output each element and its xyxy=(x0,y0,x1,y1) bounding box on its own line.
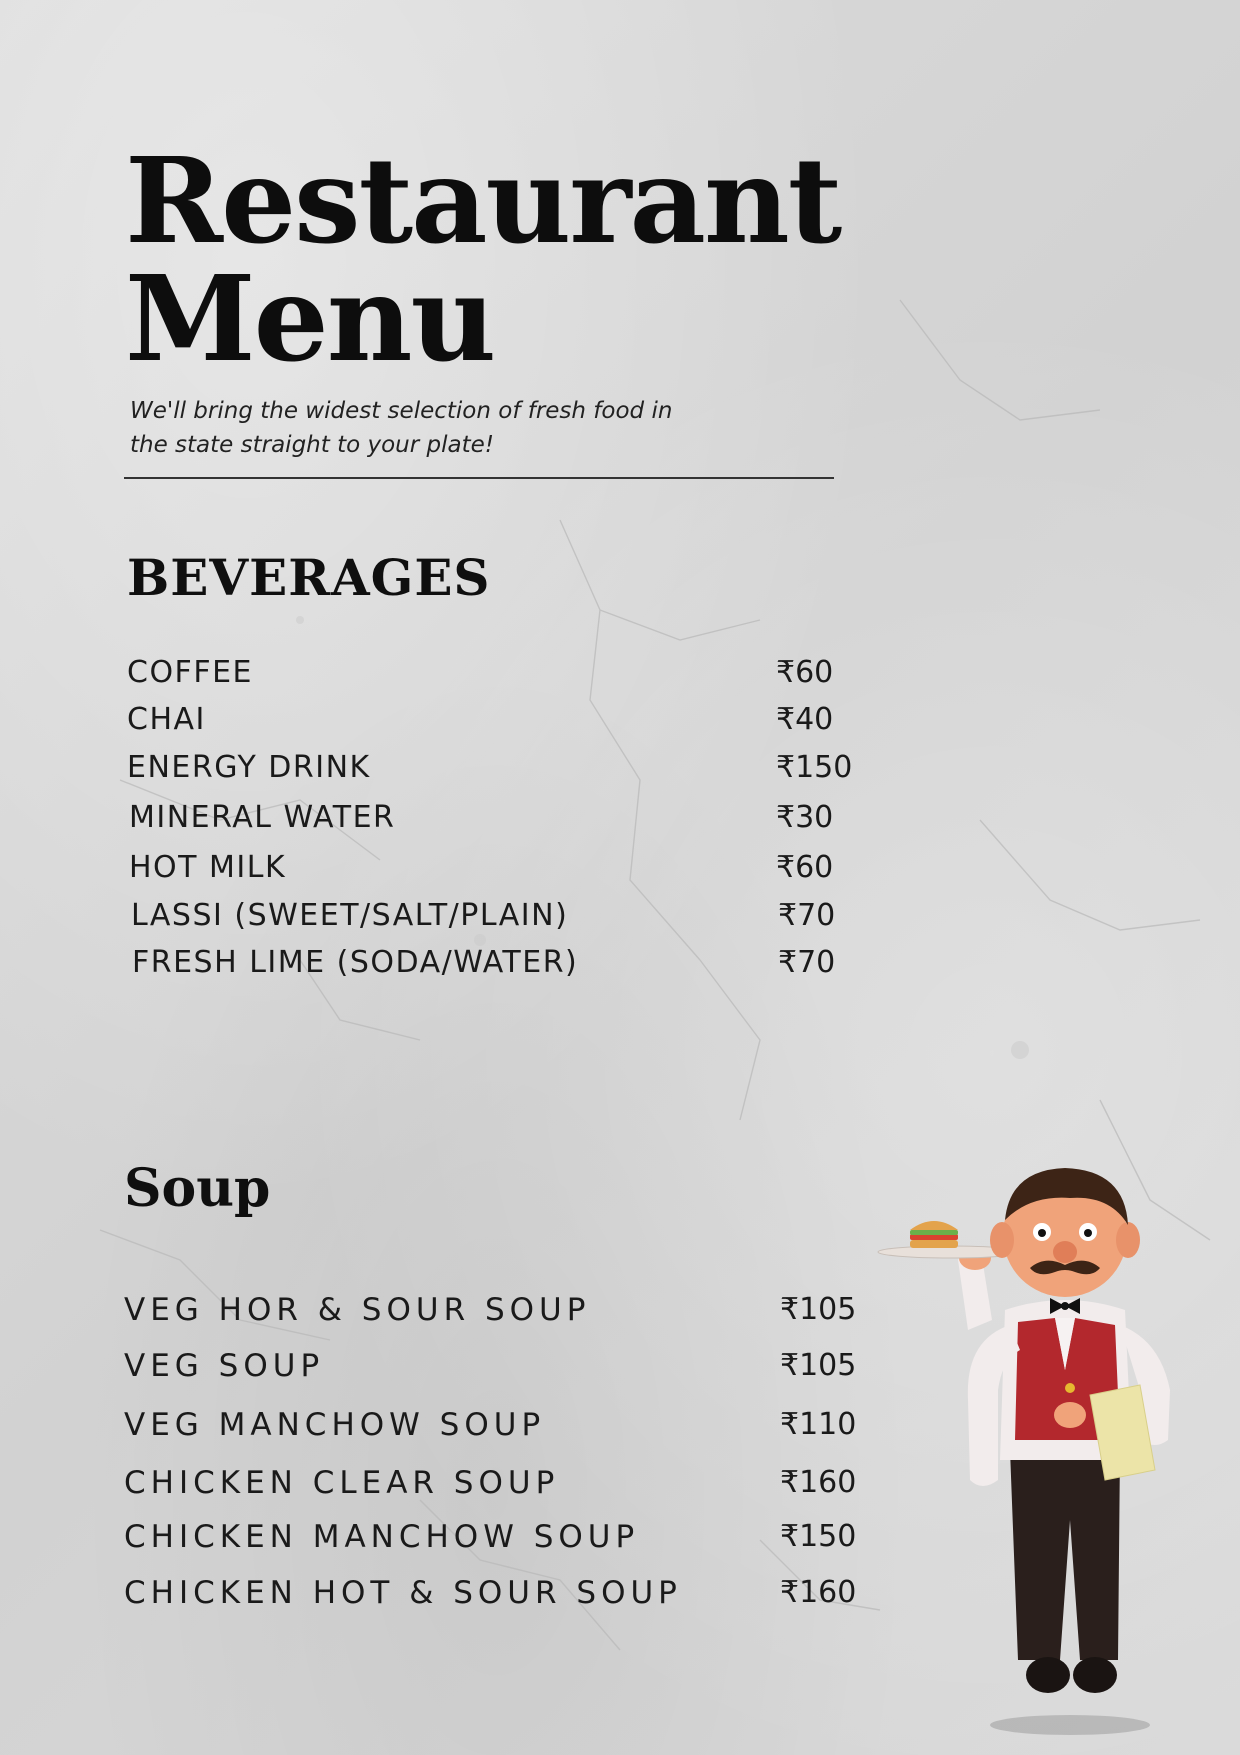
divider-line xyxy=(124,477,834,479)
item-price: ₹40 xyxy=(776,702,834,737)
item-name: VEG MANCHOW SOUP xyxy=(124,1407,546,1443)
item-name: CHICKEN MANCHOW SOUP xyxy=(124,1519,640,1555)
item-price: ₹110 xyxy=(780,1407,857,1442)
item-price: ₹105 xyxy=(780,1292,857,1327)
item-price: ₹150 xyxy=(780,1519,857,1554)
item-price: ₹60 xyxy=(776,850,834,885)
section-title-soup: Soup xyxy=(124,1158,271,1219)
item-price: ₹150 xyxy=(776,750,853,785)
tagline-line-1: We'll bring the widest selection of fresh food in xyxy=(130,398,673,424)
item-name: CHAI xyxy=(127,702,206,737)
item-name: LASSI (SWEET/SALT/PLAIN) xyxy=(131,898,569,933)
item-name: ENERGY DRINK xyxy=(127,750,371,785)
item-name: VEG SOUP xyxy=(124,1348,325,1384)
item-price: ₹30 xyxy=(776,800,834,835)
item-name: FRESH LIME (SODA/WATER) xyxy=(132,945,579,980)
item-price: ₹160 xyxy=(780,1575,857,1610)
title-line-menu: Menu xyxy=(125,249,495,388)
item-name: HOT MILK xyxy=(129,850,287,885)
item-name: COFFEE xyxy=(127,655,253,690)
title-line-restaurant: Restaurant xyxy=(125,131,841,270)
item-name: CHICKEN HOT & SOUR SOUP xyxy=(124,1575,682,1611)
item-price: ₹60 xyxy=(776,655,834,690)
item-price: ₹160 xyxy=(780,1465,857,1500)
item-price: ₹105 xyxy=(780,1348,857,1383)
tagline xyxy=(130,394,770,462)
waiter-illustration xyxy=(870,1140,1210,1740)
item-price: ₹70 xyxy=(778,898,836,933)
tagline-line-2: the state straight to your plate! xyxy=(130,432,494,458)
item-name: CHICKEN CLEAR SOUP xyxy=(124,1465,560,1501)
section-title-beverages: BEVERAGES xyxy=(127,548,491,607)
item-price: ₹70 xyxy=(778,945,836,980)
menu-title xyxy=(125,131,841,388)
item-name: MINERAL WATER xyxy=(129,800,396,835)
item-name: VEG HOR & SOUR SOUP xyxy=(124,1292,591,1328)
